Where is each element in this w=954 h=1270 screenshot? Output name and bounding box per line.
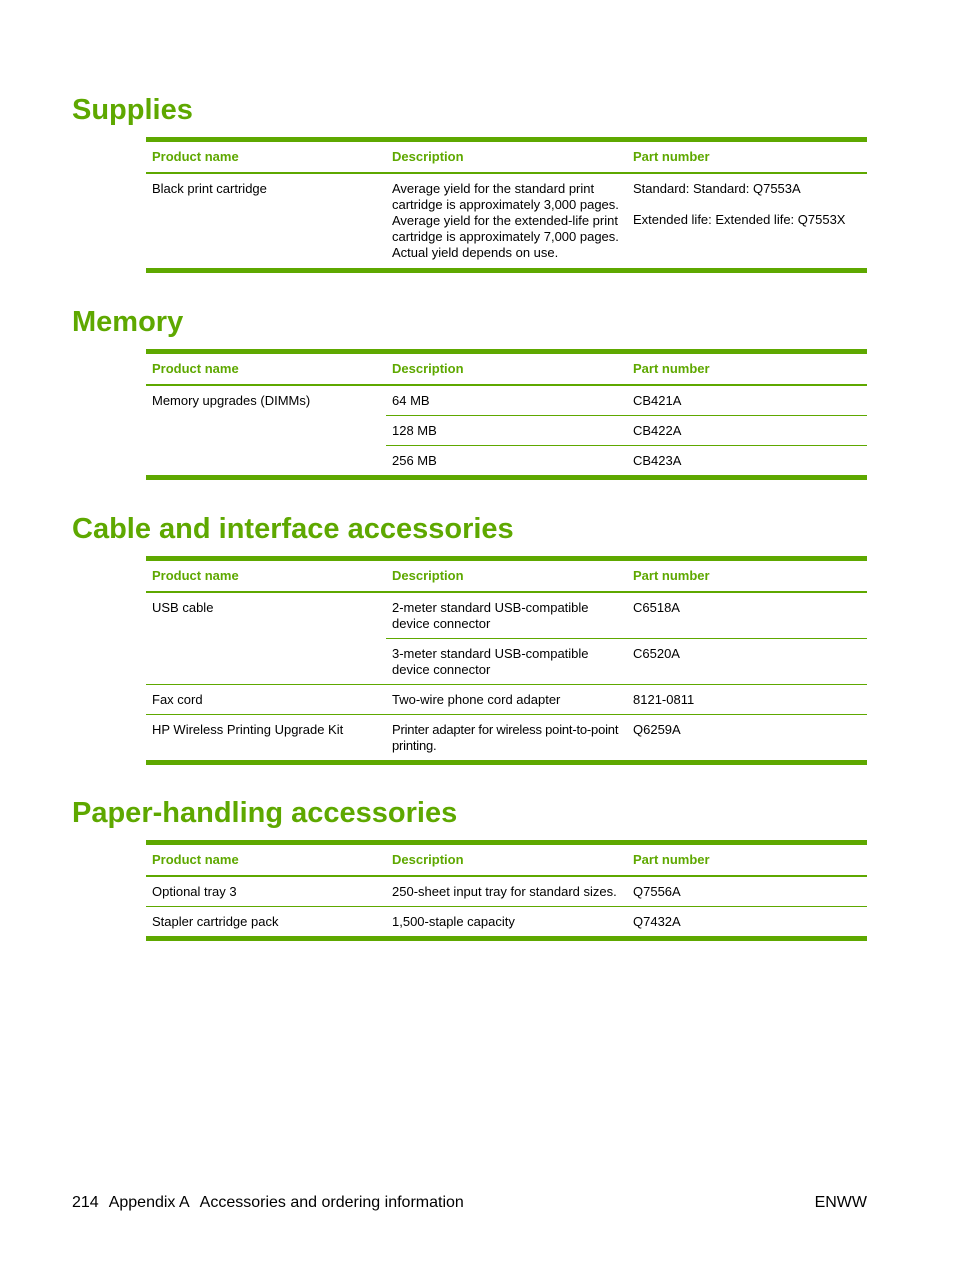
column-header-product: Product name <box>146 559 386 593</box>
column-header-part: Part number <box>627 843 867 877</box>
table-row <box>146 715 867 763</box>
heading-cable: Cable and interface accessories <box>72 513 514 545</box>
cable-table <box>146 556 867 765</box>
product-cell: Fax cord <box>146 685 386 715</box>
product-cell: Optional tray 3 <box>152 884 237 899</box>
part-cell: C6518A <box>633 600 680 615</box>
part-extended: Extended life: Extended life: Q7553X <box>633 212 846 227</box>
description-cell: 1,500-staple capacity <box>386 907 627 939</box>
table-row <box>146 173 867 271</box>
column-header-description: Description <box>386 140 627 174</box>
part-cell <box>627 173 867 271</box>
part-cell: C6520A <box>627 639 867 685</box>
description-cell: 128 MB <box>386 416 627 446</box>
footer-chapter: Accessories and ordering information <box>199 1194 464 1211</box>
heading-supplies: Supplies <box>72 94 193 126</box>
description-cell: 256 MB <box>386 446 627 478</box>
description-cell: Printer adapter for wireless point-to-point printing. <box>386 715 627 763</box>
footer-edition-code: ENWW <box>814 1194 867 1211</box>
table-row <box>146 592 867 639</box>
heading-memory: Memory <box>72 306 184 338</box>
page-footer <box>72 1193 867 1212</box>
part-standard: Standard: Standard: Q7553A <box>633 181 801 196</box>
page-number: 214 <box>72 1194 99 1211</box>
column-header-part: Part number <box>627 559 867 593</box>
heading-paper: Paper-handling accessories <box>72 797 458 829</box>
table-header-row <box>146 352 867 386</box>
product-cell: Black print cartridge <box>152 181 267 196</box>
supplies-table <box>146 137 867 273</box>
description-cell: Two-wire phone cord adapter <box>386 685 627 715</box>
column-header-product: Product name <box>146 140 386 174</box>
paper-table <box>146 840 867 941</box>
table-row <box>146 907 867 939</box>
part-cell: Q6259A <box>627 715 867 763</box>
part-cell: Q7556A <box>633 884 681 899</box>
memory-table <box>146 349 867 480</box>
table-header-row <box>146 559 867 593</box>
part-cell: CB421A <box>633 393 682 408</box>
footer-appendix: Appendix A <box>108 1194 190 1211</box>
table-row <box>146 876 867 907</box>
product-cell: Memory upgrades (DIMMs) <box>152 393 311 408</box>
column-header-product: Product name <box>146 352 386 386</box>
part-cell: Q7432A <box>627 907 867 939</box>
table-row <box>146 685 867 715</box>
product-cell: Stapler cartridge pack <box>146 907 386 939</box>
description-cell: 250-sheet input tray for standard sizes. <box>392 884 617 899</box>
description-cell: 64 MB <box>392 393 430 408</box>
part-cell: CB423A <box>627 446 867 478</box>
column-header-part: Part number <box>627 352 867 386</box>
product-cell: USB cable <box>152 600 214 615</box>
description-cell: 3-meter standard USB-compatible device connector <box>386 639 627 685</box>
product-cell: HP Wireless Printing Upgrade Kit <box>146 715 386 763</box>
column-header-part: Part number <box>627 140 867 174</box>
description-cell: 2-meter standard USB-compatible device connector <box>392 600 589 631</box>
table-header-row <box>146 843 867 877</box>
table-row <box>146 385 867 416</box>
table-header-row <box>146 140 867 174</box>
column-header-product: Product name <box>146 843 386 877</box>
part-cell: CB422A <box>627 416 867 446</box>
description-cell: Average yield for the standard print cartridge is approximately 3,000 pages. Average yield for the extended-life print cartridge is approximately 7,000 pages. Actual yield depends on use. <box>392 181 619 260</box>
column-header-description: Description <box>386 352 627 386</box>
part-cell: 8121-0811 <box>627 685 867 715</box>
column-header-description: Description <box>386 843 627 877</box>
column-header-description: Description <box>386 559 627 593</box>
